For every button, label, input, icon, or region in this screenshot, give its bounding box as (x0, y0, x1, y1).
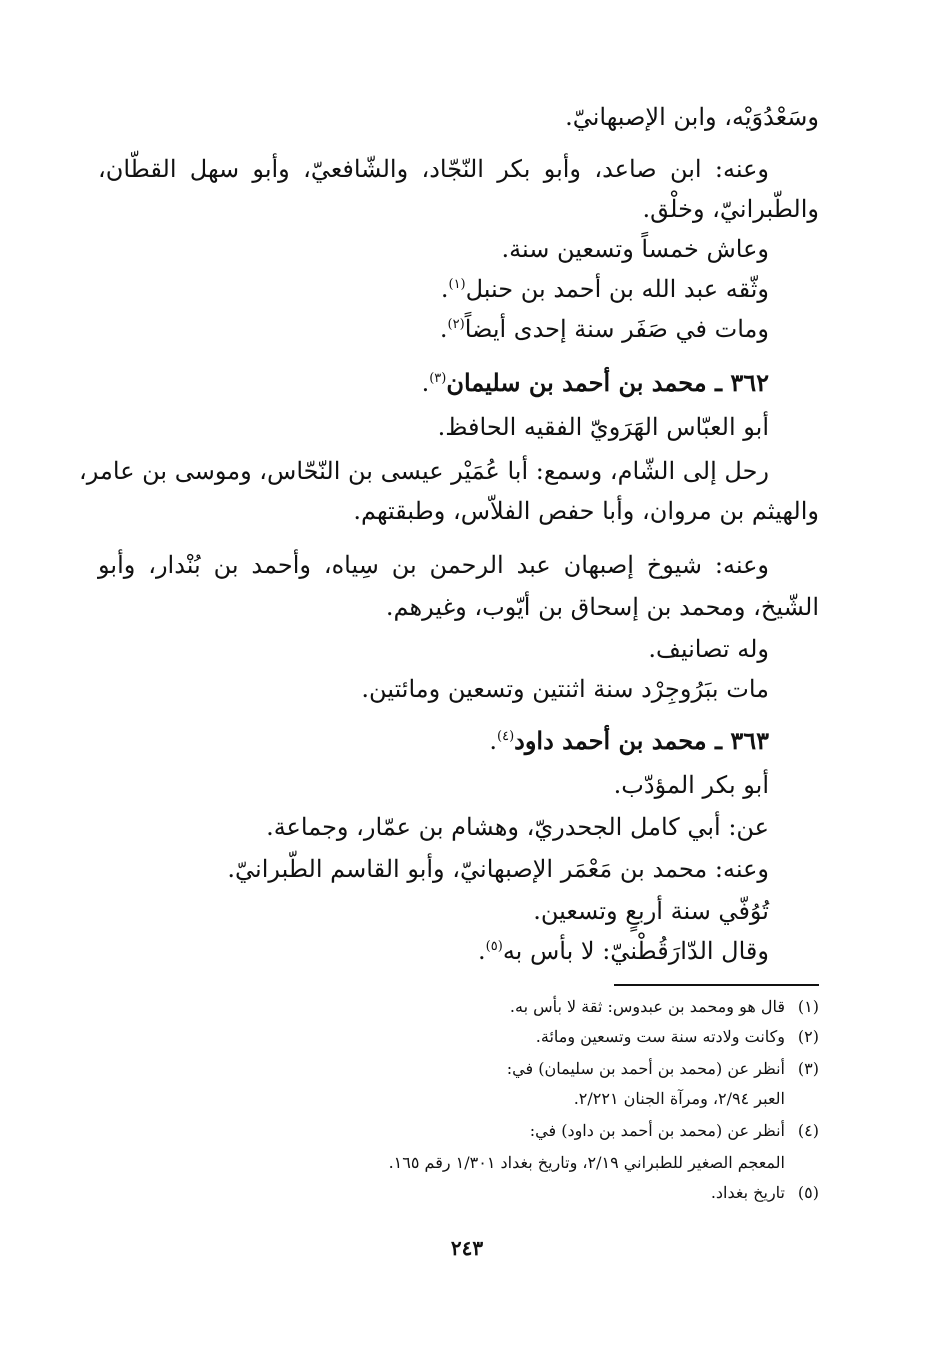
footnote-text: قال هو ومحمد بن عبدوس: ثقة لا بأس به. (509, 997, 785, 1016)
footnote-ref-1: (١) (448, 277, 466, 292)
line-text: عن: أبي كامل الجحدريّ، وهشام بن عمّار، وجماعة. (266, 813, 769, 841)
footnote-4 (530, 1120, 819, 1142)
text-line-17 (266, 810, 769, 844)
footnote-text: تاريخ بغداد. (710, 1183, 785, 1202)
line-text: الشّيخ، ومحمد بن إسحاق بن أيّوب، وغيرهم. (385, 593, 819, 621)
line-text: والهيثم بن مروان، وأبا حفص الفلاّس، وطبقتهم. (353, 497, 819, 525)
footnote-ref-5: (٥) (485, 939, 503, 954)
text-line-11 (98, 548, 769, 582)
footnote-text: أنظر عن (محمد بن أحمد بن سليمان) في: (506, 1059, 785, 1078)
footnote-4-continued (389, 1152, 785, 1174)
text-line-10 (353, 494, 819, 528)
footnote-divider (614, 984, 819, 986)
text-line-8 (438, 410, 769, 444)
line-text: مات ببَرُوجِرْد سنة اثنتين وتسعين ومائتين. (361, 675, 769, 703)
footnote-ref-4: (٤) (497, 729, 515, 744)
entry-heading-362: ٣٦٢ ـ محمد بن أحمد بن سليمان$^{(٣)}$. (421, 368, 769, 397)
text-line-3 (643, 192, 819, 226)
footnote-number: (٣) (797, 1059, 819, 1078)
footnote-3 (507, 1058, 819, 1080)
entry-title: ٣٦٣ ـ محمد بن أحمد داود (514, 726, 769, 755)
footnote-5 (711, 1182, 819, 1204)
text-line-4 (502, 232, 769, 266)
line-text: أبو بكر المؤدّب. (613, 771, 769, 799)
footnote-text: وكانت ولادته سنة ست وتسعين ومائة. (535, 1027, 785, 1046)
footnote-number: (٥) (797, 1183, 819, 1202)
text-line-18 (227, 852, 769, 886)
text-line-1 (565, 100, 819, 134)
footnote-number: (٤) (797, 1121, 819, 1140)
text-line-20: وقال الدّارَقُطْنيّ: لا بأس به$^{(٥)}$. (478, 937, 769, 965)
line-text: وقال الدّارَقُطْنيّ: لا بأس به (502, 937, 769, 965)
footnote-3-continued (574, 1088, 785, 1110)
line-text: ومات في صَفَر سنة إحدى أيضاً (464, 315, 769, 343)
text-line-6: ومات في صَفَر سنة إحدى أيضاً$^{(٢)}$. (439, 315, 769, 343)
line-text: وثّقه عبد الله بن أحمد بن حنبل (465, 275, 769, 303)
text-line-14 (361, 672, 769, 706)
footnote-2 (536, 1026, 819, 1048)
line-text: وعنه: محمد بن مَعْمَر الإصبهانيّ، وأبو القاسم الطّبرانيّ. (227, 855, 769, 883)
line-text: وله تصانيف. (648, 635, 769, 663)
footnote-ref-3: (٣) (429, 371, 447, 386)
footnote-text: أنظر عن (محمد بن أحمد بن داود) في: (529, 1121, 785, 1140)
line-text: والطّبرانيّ، وخلْق. (642, 195, 819, 223)
line-text: أبو العبّاس الهَرَويّ الفقيه الحافظ. (437, 413, 769, 441)
footnote-number: (٢) (797, 1027, 819, 1046)
text-line-12 (386, 590, 819, 624)
line-text: رحل إلى الشّام، وسمع: أبا عُمَيْر عيسى بن النّحّاس، وموسى بن عامر، (79, 457, 769, 485)
footnote-text: العبر ٢/٩٤، ومرآة الجنان ٢/٢٢١. (573, 1089, 785, 1108)
line-text: وعاش خمساً وتسعين سنة. (501, 235, 769, 263)
text-line-5: وثّقه عبد الله بن أحمد بن حنبل$^{(١)}$. (440, 275, 769, 303)
line-text: وعنه: شيوخ إصبهان عبد الرحمن بن سِياه، وأحمد بن بُنْدار، وأبو (98, 551, 769, 579)
text-line-16 (614, 768, 769, 802)
entry-title: ٣٦٢ ـ محمد بن أحمد بن سليمان (446, 368, 769, 397)
text-line-19 (533, 894, 769, 928)
footnote-number: (١) (797, 997, 819, 1016)
text-line-2 (98, 152, 769, 186)
line-text: وعنه: ابن صاعد، وأبو بكر النّجّاد، والشّافعيّ، وأبو سهل القطّان، (98, 155, 769, 183)
page-number: ٢٤٣ (450, 1236, 484, 1260)
footnote-1 (510, 996, 819, 1018)
line-text: وسَعْدُوَيْه، وابن الإصبهانيّ. (565, 103, 819, 131)
footnote-ref-2: (٢) (447, 317, 465, 332)
footnote-text: المعجم الصغير للطبراني ٢/١٩، وتاريخ بغداد ١/٣٠١ رقم ١٦٥. (388, 1153, 785, 1172)
text-line-9 (79, 454, 769, 488)
text-line-13 (648, 632, 769, 666)
entry-heading-363: ٣٦٣ ـ محمد بن أحمد داود$^{(٤)}$. (489, 726, 769, 755)
line-text: تُوُفّي سنة أربعٍ وتسعين. (533, 897, 769, 925)
